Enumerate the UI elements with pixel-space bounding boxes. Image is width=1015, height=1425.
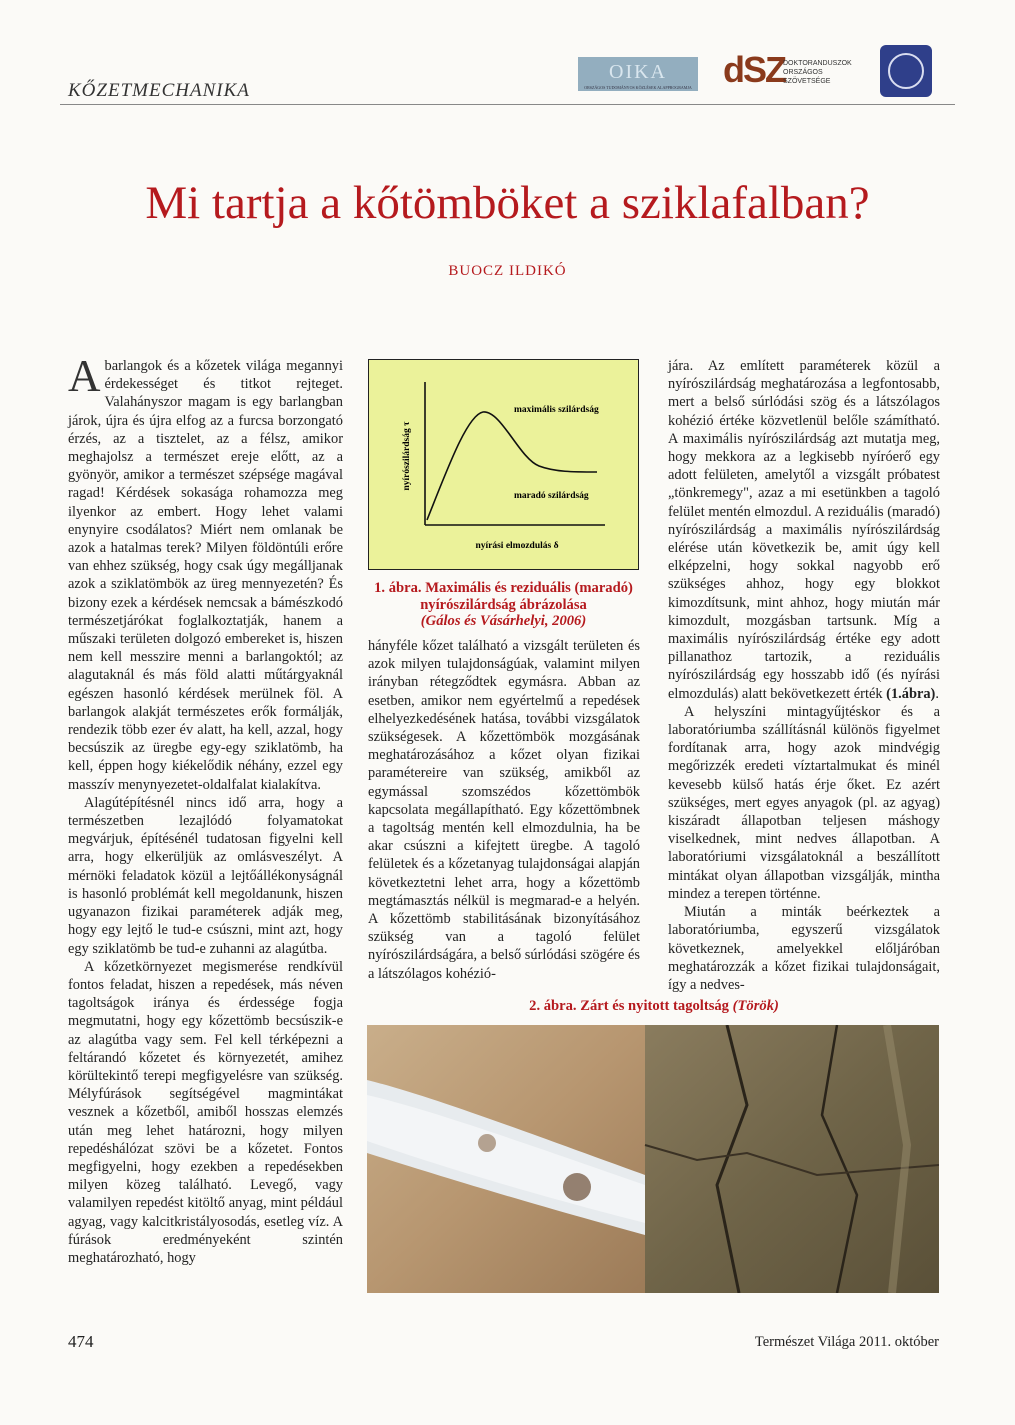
dosz-line-1: DOKTORANDUSZOK xyxy=(783,60,852,67)
dosz-line-3: SZÖVETSÉGE xyxy=(783,78,831,85)
figure-1-chart xyxy=(368,359,639,570)
residual-label: maradó szilárdság xyxy=(514,491,589,501)
journal-footer: Természet Világa 2011. október xyxy=(754,1334,939,1350)
header-logos xyxy=(578,45,938,101)
column-3 xyxy=(668,357,940,994)
paragraph: Miután a minták beérkeztek a laboratóriumba, egyszerű vizsgálatok következnek, amelyekkel előljáróban meghatározzák a kőzet fizikai tulajdonságait, így a nedves- xyxy=(668,904,940,993)
mineral-cluster xyxy=(563,1173,591,1201)
drop-cap: A xyxy=(68,351,101,401)
figure-2-caption-source: (Török) xyxy=(732,998,779,1014)
university-seal-icon xyxy=(880,45,932,97)
y-axis-label: nyírószilárdság τ xyxy=(402,421,412,491)
header-rule xyxy=(60,104,955,105)
oiaka-logo-subtext: ORSZÁGOS TUDOMÁNYOS KÖZLÉSEK ALAPPROGRAMJA xyxy=(584,85,692,90)
dosz-line-2: ORSZÁGOS xyxy=(783,69,823,76)
paragraph: hányféle kőzet található a vizsgált területen és azok milyen tulajdonságúak, valamint milyen irányban rétegződtek egymásra. Abban az esetben, amikor nem egyértelmű a repedések elhelyezkedésének hatása, további vizsgálatok szükségesek. A kőzettömbök mozgásának meghatározásához a kőzet olyan fizikai paramétereire van szükség, amikből az egymással szomszédos kőzettömbök kapcsolata megállapítható. Egy kőzettömbnek a tagoltság mentén kell elmozdulnia, ha be akar csúszni a kifejtett üregbe. A tagoló felületek és a kőzetanyag tulajdonságai alapján következtetni lehet arra, hogy a kőzettömb megtámasztás nélkül is megmarad-e a helyén. A kőzettömb stabilitásának bizonyításához szükség van a tagoló felület nyírószilárdságára, a belső súrlódási szögére és a látszólagos kohézió- xyxy=(368,638,640,982)
shear-curve xyxy=(427,412,597,520)
column-1 xyxy=(68,351,343,1267)
paragraph: A kőzetkörnyezet megismerése rendkívül fontos feladat, hiszen a repedések, más néven tagoltságok iránya és érdessége fogja megmutatni, hogy egy kőzettömb becsúszik-e az alagútba vagy sem. Fel kell térképezni a feltárandó kőzetet és környezetét, amihez körültekintő terepi megfigyelésre van szükség. Mélyfúrások segítségével magmintákat vesznek a kőzetből, amiből hosszas elemzés után meg lehet határozni, hogy milyen repedéshálózat szövi be a kőzetet. Fontos megfigyelni, hogy ezekben a repedésekben milyen közeg található. Levegő, vagy valamilyen repedést kitöltő anyag, mint például agyag, vagy kalcitkristályosodás, esetleg víz. A fúrások eredményeként szintén meghatározható, hogy xyxy=(68,958,343,1266)
shear-strength-diagram xyxy=(369,360,637,568)
oiaka-logo xyxy=(578,57,698,91)
section-label: KŐZETMECHANIKA xyxy=(68,80,250,101)
paragraph: Alagútépítésnél nincs idő arra, hogy a természetben lezajlódó folyamatokat megvárjuk, építésénél tudatosan figyelni kell arra, hogy elkerüljük az omlásveszélyt. A mérnöki feladatok közül a lejtőállékonyságnál is hasonló problémát kell megoldanunk, hiszen ugyanazon fizikai paraméterek adják meg, hogy egy lejtő le tud-e csúszni, mint azt, hogy egy sziklatömb be tud-e zuhanni az alagútba. xyxy=(68,794,343,957)
column-2 xyxy=(368,637,640,983)
article-title: Mi tartja a kőtömböket a sziklafalban? xyxy=(145,177,870,229)
paragraph-text: barlangok és a kőzetek világa megannyi érdekességet és titkot rejteget. Valahányszor magam is egy barlangban járok, újra és újra elfog az a furcsa borzongató érzés, az a tisztelet, az a félsz, amikor meghajolsz a természet ereje előtt, az a gyönyör, amikor a természet szépsége magával ragad! Kérdések sokasága rohamozza meg ilyenkor az embert. Hogy lehet valami enynyire csodálatos? Miért nem omlanak be azok a hatalmas terek? Milyen földöntúli erőre van ehhez szükség, hogy csak úgy megálljanak azok a sziklatömbök az üreg mennyezetén? És bizony ezek a kérdések nemcsak a bámészkodó természetjárókat foglalkoztatják, hanem a műszaki területen dolgozó embereket is, hiszen nem kell messzire menni a barlangoktól; az alagutaknál és más föld alatti műtárgyaknál egészen hasonló kérdések merülnek föl. A barlangok alakját természetes erők formálják, rendezik több ezer év alatt, ha kell, azzal, hogy becsúszik az üregbe egy-egy sziklatömb, ha kell, éppen hogy kiékelődik néhány, ezzel egy masszív menynyezetet-oldalfalat kialakítva. xyxy=(68,358,343,793)
figure-2-rock-photo xyxy=(367,1025,939,1293)
paragraph-end: . xyxy=(935,685,939,702)
mineral-cluster xyxy=(478,1134,496,1152)
dosz-logo xyxy=(723,49,863,95)
paragraph-text: jára. Az említett paraméterek közül a nyírószilárdság meghatározása a legfontosabb, mert a belső súrlódási szög és a látszólagos kohézió értéke közvetlenül belőle számítható. A maximális nyírószilárdság azt mutatja meg, hogy mekkora az a legkisebb nyíróerő egy adott felületen, amelytől a vizsgált próbatest „tönkremegy", azaz a mi esetünkben a tagoló felület mentén elmozdul. A reziduális (maradó) nyírószilárdság a maximális nyírószilárdság elérése után következik be, amit úgy kell elképzelni, hogy sokkal nagyobb erő szükséges ahhoz, hogy egy blokkot kimozdítsunk, mint ahhoz, hogy miután már kimozdult, mozgásban tartsunk. Míg a maximális nyírószilárdság értéke egy adott pillanathoz tartozik, a reziduális nyírószilárdság egy hosszabb idő (és nyírási elmozdulás) alatt bekövetkezett érték xyxy=(668,358,940,702)
rock-joint-photo xyxy=(367,1025,939,1293)
page-number: 474 xyxy=(68,1332,94,1351)
figure-1-caption-source: (Gálos és Vásárhelyi, 2006) xyxy=(420,613,587,629)
paragraph xyxy=(668,357,940,703)
article-author: BUOCZ ILDIKÓ xyxy=(448,263,567,279)
paragraph: A helyszíni mintagyűjtéskor és a laboratóriumba szállításnál különös figyelmet fordítanak arra, hogy azok mindvégig megőrizzék eredeti víztartalmukat és minél kevesebb külső hatás érje őket. Ez azért szükséges, mert egyes anyagok (pl. az agyag) kiszáradt állapotban teljesen máshogy viselkednek, mint nedves állapotban. A laboratóriumi vizsgálatoknál a beszállított mintákat olyan állapotban vizsgálják, mintha mindez a terepen történne. xyxy=(668,703,940,902)
oiaka-logo-text: OIKA xyxy=(609,61,667,83)
figure-2-caption xyxy=(368,998,940,1015)
figure-2-caption-text: 2. ábra. Zárt és nyitott tagoltság xyxy=(529,998,729,1014)
figure-1-caption xyxy=(368,580,639,630)
dosz-mark: dSZ xyxy=(723,49,785,90)
figure-reference: (1.ábra) xyxy=(886,685,936,702)
x-axis-label: nyírási elmozdulás δ xyxy=(475,541,559,551)
peak-label: maximális szilárdság xyxy=(514,405,599,415)
figure-1-caption-text: 1. ábra. Maximális és reziduális (maradó) nyírószilárdság ábrázolása xyxy=(374,580,633,613)
paragraph xyxy=(68,351,343,794)
dosz-text xyxy=(783,59,852,86)
